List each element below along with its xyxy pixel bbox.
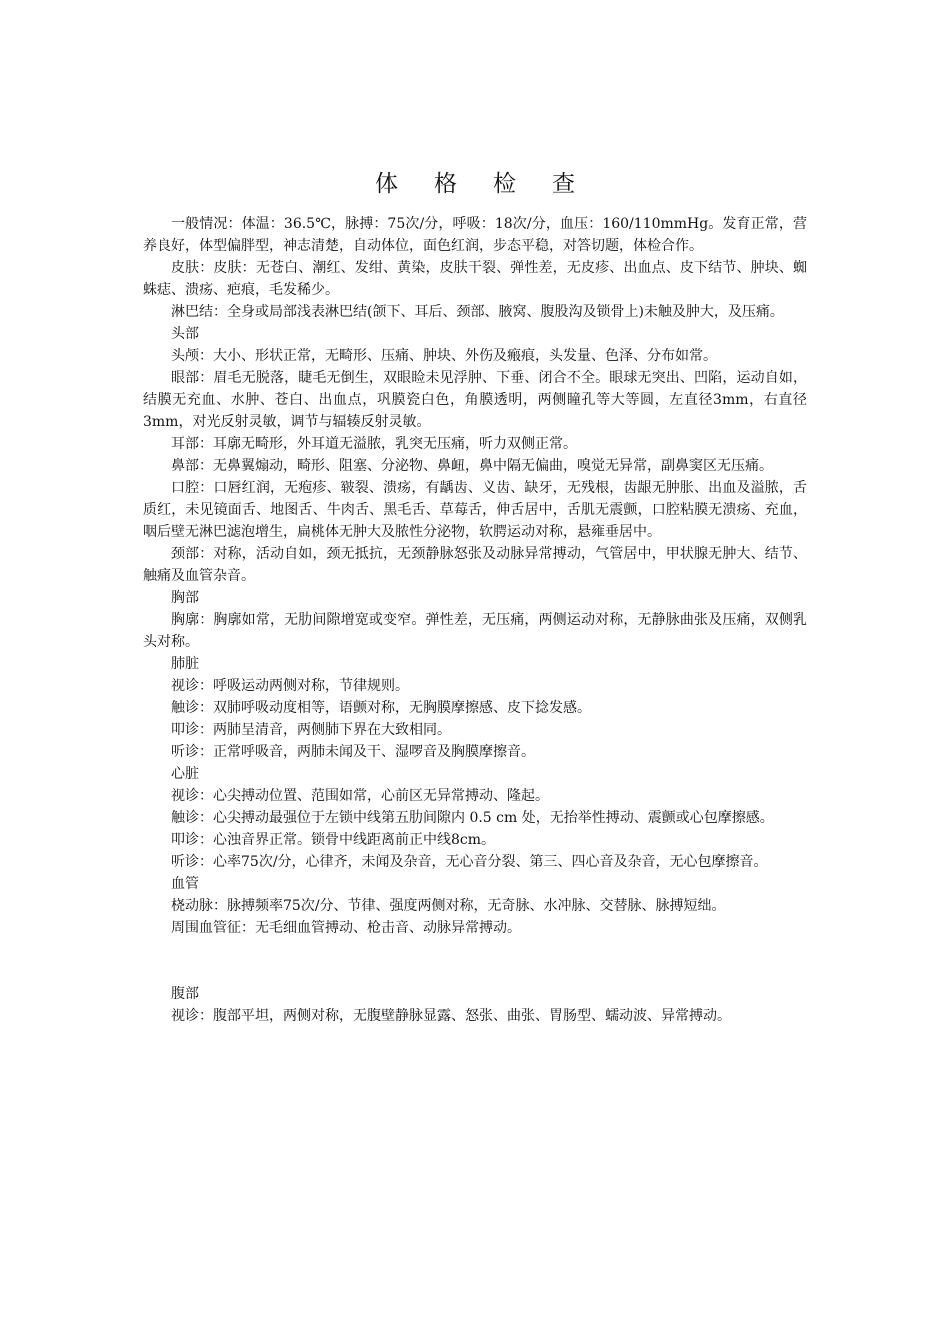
blank-gap [143,939,807,983]
exam-paragraph: 叩诊：心浊音界正常。锁骨中线距离前正中线8cm。 [171,832,496,848]
exam-paragraph: 口腔：口唇红润，无疱疹、皲裂、溃疡，有龋齿、义齿、缺牙，无残根，齿龈无肿胀、出血及溢脓，舌质红，未见镜面舌、地图舌、牛肉舌、黑毛舌、草莓舌，伸舌居中，舌肌无震颤，口腔粘膜无溃疡、充血，咽后壁无淋巴滤泡增生，扁桃体无肿大及脓性分泌物，软腭运动对称，悬雍垂居中。 [143,480,807,540]
exam-paragraph: 颈部：对称，活动自如，颈无抵抗，无颈静脉怒张及动脉异常搏动，气管居中，甲状腺无肿大、结节、触痛及血管杂音。 [143,546,807,584]
exam-paragraph: 叩诊：两肺呈清音，两侧肺下界在大致相同。 [171,722,451,738]
section-heading: 血管 [171,876,199,892]
title-char: 体 [375,171,398,197]
section-heading: 心脏 [171,766,199,782]
exam-paragraph: 淋巴结：全身或局部浅表淋巴结(颌下、耳后、颈部、腋窝、腹股沟及锁骨上)未触及肿大，及压痛。 [171,304,784,320]
section-heading: 腹部 [171,986,199,1002]
exam-paragraph: 周围血管征：无毛细血管搏动、枪击音、动脉异常搏动。 [171,920,521,936]
exam-paragraph: 鼻部：无鼻翼煽动，畸形、阻塞、分泌物、鼻衄，鼻中隔无偏曲，嗅觉无异常，副鼻窦区无压痛。 [171,458,773,474]
exam-body [143,213,807,1027]
page-title [0,166,950,202]
exam-paragraph: 桡动脉：脉搏频率75次/分、节律、强度两侧对称，无奇脉、水冲脉、交替脉、脉搏短绌。 [171,898,726,914]
exam-paragraph: 听诊：正常呼吸音，两肺未闻及干、湿啰音及胸膜摩擦音。 [171,744,535,760]
exam-paragraph: 视诊：心尖搏动位置、范围如常，心前区无异常搏动、隆起。 [171,788,549,804]
title-char: 检 [493,171,516,197]
section-heading: 肺脏 [171,656,199,672]
exam-sections-main [143,213,807,939]
title-char: 格 [434,171,457,197]
exam-paragraph: 视诊：呼吸运动两侧对称，节律规则。 [171,678,409,694]
title-char: 查 [552,171,575,197]
exam-paragraph: 视诊：腹部平坦，两侧对称，无腹壁静脉显露、怒张、曲张、胃肠型、蠕动波、异常搏动。 [171,1008,731,1024]
exam-paragraph: 听诊：心率75次/分，心律齐，未闻及杂音，无心音分裂、第三、四心音及杂音，无心包摩擦音。 [171,854,768,870]
exam-paragraph: 触诊：心尖搏动最强位于左锁中线第五肋间隙内 0.5 cm 处，无抬举性搏动、震颤或心包摩擦感。 [171,810,774,826]
exam-paragraph: 耳部：耳廓无畸形，外耳道无溢脓，乳突无压痛，听力双侧正常。 [171,436,577,452]
exam-paragraph: 皮肤：皮肤：无苍白、潮红、发绀、黄染，皮肤干裂、弹性差，无皮疹、出血点、皮下结节、肿块、蜘蛛痣、溃疡、疤痕，毛发稀少。 [143,260,807,298]
exam-paragraph: 一般情况：体温：36.5℃，脉搏：75次/分，呼吸：18次/分，血压：160/110mmHg。发育正常，营养良好，体型偏胖型，神志清楚，自动体位，面色红润，步态平稳，对答切题，体检合作。 [143,216,807,254]
exam-paragraph: 胸廓：胸廓如常，无肋间隙增宽或变窄。弹性差，无压痛，两侧运动对称，无静脉曲张及压痛，双侧乳头对称。 [143,612,807,650]
section-heading: 胸部 [171,590,199,606]
exam-paragraph: 头颅：大小、形状正常，无畸形、压痛、肿块、外伤及瘢痕，头发量、色泽、分布如常。 [171,348,717,364]
exam-paragraph: 触诊：双肺呼吸动度相等，语颤对称，无胸膜摩擦感、皮下捻发感。 [171,700,591,716]
exam-paragraph: 眼部：眉毛无脱落，睫毛无倒生，双眼睑未见浮肿、下垂、闭合不全。眼球无突出、凹陷，运动自如，结膜无充血、水肿、苍白、出血点，巩膜瓷白色，角膜透明，两侧瞳孔等大等圆，左直径3mm，右直径3mm，对光反射灵敏，调节与辐辏反射灵敏。 [143,370,807,430]
exam-sections-abdomen [143,983,807,1027]
section-heading: 头部 [171,326,199,342]
